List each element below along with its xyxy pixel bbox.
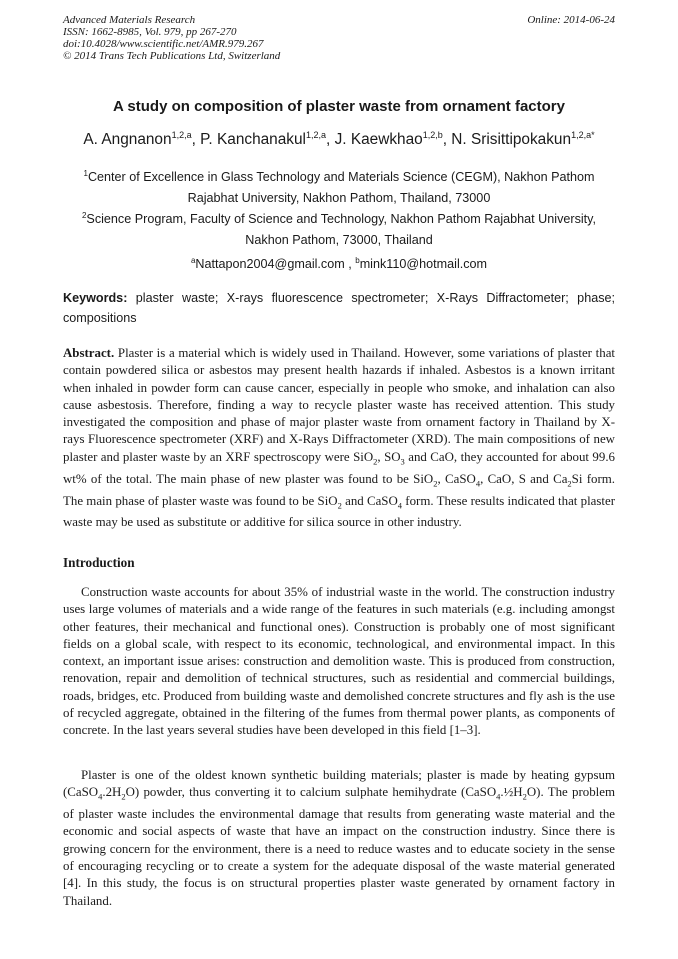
affiliation-line: Nakhon Pathom, 73000, Thailand: [245, 233, 433, 248]
affiliation-mark: 1: [83, 169, 88, 178]
author-separator: ,: [326, 131, 335, 149]
author-affiliation-mark: 1,2,b: [422, 130, 443, 140]
subscript: 4: [397, 500, 403, 511]
abstract-text: form. These results indicated that plaster waste may be used as substitute or additive for silica source in other industry.: [63, 493, 616, 530]
abstract: [63, 345, 615, 532]
author-separator: ,: [191, 131, 201, 149]
abstract-text: , CaO, S and Ca: [480, 471, 568, 486]
affiliation-1: [63, 163, 615, 209]
email-separator: ,: [344, 257, 356, 272]
abstract-text: , SO: [377, 449, 401, 464]
introduction-paragraph-1: Construction waste accounts for about 35% of industrial waste in the world. The construction industry uses large volumes of materials and a wide range of the features in such materials (e.g. including amongst other features, their mechanical and functional ones). Construction is probably one of most significant fields on a global scale, with respect to its economic, technological, and environmental impact. In this context, an important issue arises: construction and demolition waste. This is produced from construction, renovation, repair and demolition of technical structures, such as residential and commercial buildings, roads, bridges, etc. Produced from building waste and demolished concrete structures and fly ash is the use of recycled aggregate, obtained in the filtering of the fumes from thermal power plants, as components of concrete. In the last years several studies have been developed in this field [1–3].: [63, 585, 615, 738]
subscript: 4: [475, 478, 481, 489]
online-date: Online: 2014-06-24: [527, 14, 615, 26]
paper-title: A study on composition of plaster waste from ornament factory: [112, 98, 565, 115]
affiliation-mark: 2: [81, 211, 87, 220]
author-name: P. Kanchanakul: [200, 131, 306, 149]
abstract-text: , CaSO: [437, 471, 476, 486]
journal-name: Advanced Materials Research: [63, 14, 196, 26]
journal-doi: doi:10.4028/www.scientific.net/AMR.979.267: [63, 38, 264, 50]
subscript: 4: [496, 791, 501, 802]
author-name: N. Srisittipokakun: [451, 131, 572, 149]
abstract-label: Abstract.: [63, 346, 115, 360]
author-name: A. Angnanon: [83, 131, 172, 149]
keywords-text: plaster waste; X-rays fluorescence spectrometer; X-Rays Diffractometer; phase; compositions: [63, 291, 615, 325]
subscript: 4: [98, 791, 103, 802]
paragraph-text: .½H: [500, 785, 523, 800]
paragraph-text: O). The problem of plaster waste includes the environmental damage that results from generating waste material and the economic and social aspects of waste that have an impact on the construction industry. Since there is growing concern for the environment, there is a need to reduce wastes and to educate society in the sense of encouraging recycling or to create a system for the adequate disposal of the waste material generated [4]. In this study, the focus is on structural properties plaster waste generated by ornament factory in Thailand.: [63, 785, 615, 908]
journal-header: [63, 14, 615, 62]
journal-issn: ISSN: 1662-8985, Vol. 979, pp 267-270: [63, 26, 237, 38]
affiliation-2: [63, 205, 615, 251]
keywords-label: Keywords:: [63, 291, 128, 305]
affiliation-line: Science Program, Faculty of Science and Technology, Nakhon Pathom Rajabhat University,: [86, 212, 597, 227]
email-a: Nattapon2004@gmail.com: [195, 257, 345, 272]
author-affiliation-mark: 1,2,a: [171, 130, 192, 140]
author-separator: ,: [442, 131, 452, 149]
author-affiliation-mark: 1,2,a: [305, 130, 327, 140]
abstract-text: Plaster is a material which is widely used in Thailand. However, some variations of plaster that contain powdered silica or asbestos may present health hazards if inhaled. Asbestos is a known irritant when inhaled in powder form can cause cancer, especially in people who smoke, and inhalation can also cause asbestosis. Therefore, finding a way to recycle plaster waste has received attention. This study investigated the composition and phase of major plaster waste from ornament factory in Thailand by X-rays Fluorescence spectrometer (XRF) and X-Rays Diffractometer (XRD). The main compositions of new plaster and plaster waste by an XRF spectroscopy were SiO: [63, 346, 615, 464]
author-emails: [63, 250, 615, 275]
section-heading-introduction: Introduction: [63, 555, 135, 570]
subscript: 2: [433, 478, 438, 489]
affiliation-line: Rajabhat University, Nakhon Pathom, Thailand, 73000: [187, 191, 491, 206]
abstract-text: Si form. The main phase of plaster waste was found to be SiO: [63, 471, 615, 508]
subscript: 3: [400, 456, 405, 467]
introduction-paragraph-2: [63, 767, 615, 910]
subscript: 2: [121, 791, 126, 802]
author-name: J. Kaewkhao: [334, 131, 423, 149]
subscript: 2: [373, 456, 378, 467]
author-affiliation-mark: 1,2,a*: [571, 130, 595, 140]
abstract-text: and CaO, they accounted for about 99.6 wt% of the total. The main phase of new plaster was found to be SiO: [63, 449, 615, 486]
journal-copyright: © 2014 Trans Tech Publications Ltd, Switzerland: [63, 50, 281, 62]
email-b: mink110@hotmail.com: [359, 257, 488, 272]
paragraph-text: .2H: [102, 785, 122, 800]
author-list: [40, 130, 638, 149]
paragraph-text: O) powder, thus converting it to calcium sulphate hemihydrate (CaSO: [125, 785, 497, 800]
paragraph-text: Plaster is one of the oldest known synthetic building materials; plaster is made by heating gypsum (CaSO: [63, 768, 615, 800]
keywords: [63, 289, 615, 328]
subscript: 2: [522, 791, 527, 802]
email-mark: a: [190, 256, 196, 265]
subscript: 2: [337, 500, 342, 511]
abstract-text: and CaSO: [341, 493, 398, 508]
subscript: 2: [567, 478, 572, 489]
affiliation-line: Center of Excellence in Glass Technology and Materials Science (CEGM), Nakhon Pathom: [87, 170, 595, 185]
email-mark: b: [355, 256, 360, 265]
